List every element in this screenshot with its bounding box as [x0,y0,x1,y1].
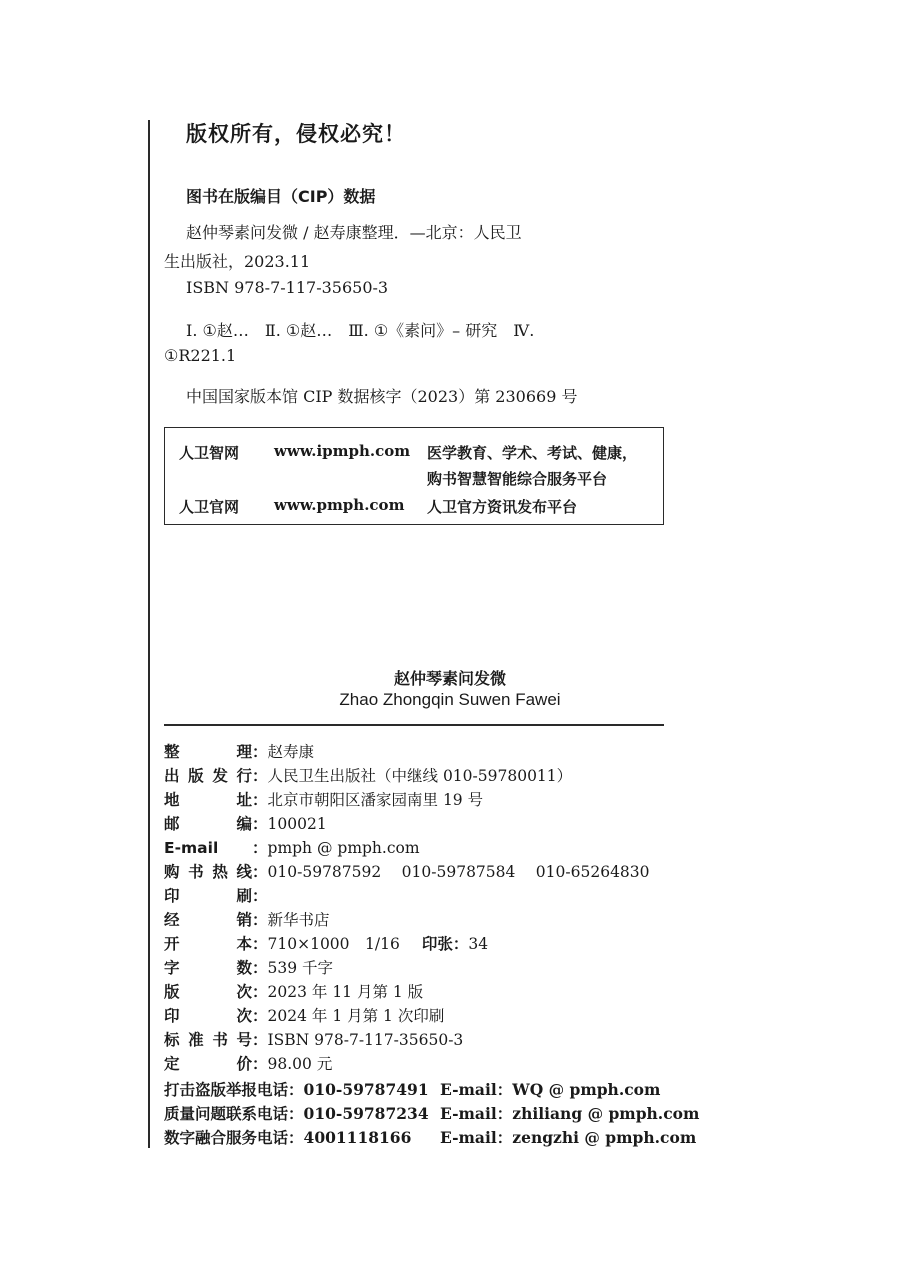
detail-row: 地址：北京市朝阳区潘家园南里 19 号 [164,788,483,810]
detail-value: ISBN 978-7-117-35650-3 [267,1031,464,1049]
margin-rule [148,120,150,1148]
detail-label: 购书热线 [164,863,252,881]
detail-extra-label: 印张 [421,935,453,953]
contact-phone: 010-59787234 [303,1104,429,1123]
detail-row: 印次：2024 年 1 月第 1 次印刷 [164,1004,444,1026]
detail-row: 标准书号：ISBN 978-7-117-35650-3 [164,1028,463,1050]
detail-value: pmph @ pmph.com [267,839,420,857]
cip-line: Ⅰ. ①赵… Ⅱ. ①赵… Ⅲ. ①《素问》– 研究 Ⅳ. [186,321,535,340]
website-name: 人卫官网 [179,498,240,516]
detail-row: 经销：新华书店 [164,908,330,930]
contact-row: 数字融合服务电话：4001118166 E-mail：zengzhi @ pmph.com [164,1128,697,1147]
detail-label: 版次 [164,983,252,1001]
website-description: 购书智慧智能综合服务平台 [427,470,608,488]
book-title-pinyin: Zhao Zhongqin Suwen Fawei [339,690,561,709]
websites-box [164,427,664,525]
detail-label: 字数 [164,959,252,977]
book-title: 赵仲琴素问发微 [393,669,506,688]
website-url[interactable]: www.ipmph.com [274,442,411,460]
detail-label: 开本 [164,935,252,953]
detail-label: 整理 [164,743,252,761]
contact-email[interactable]: zengzhi @ pmph.com [512,1128,697,1147]
detail-row: 出版发行：人民卫生出版社（中继线 010-59780011） [164,764,572,786]
contact-phone: 010-59787491 [303,1080,429,1099]
detail-value: 2024 年 1 月第 1 次印刷 [267,1007,445,1025]
email-label: E-mail [440,1104,497,1123]
email-label: E-mail [440,1128,497,1147]
detail-label: E-mail [164,839,219,857]
cip-title: 图书在版编目（CIP）数据 [186,187,376,206]
detail-row: 整理：赵寿康 [164,740,314,762]
detail-label: 经销 [164,911,252,929]
contact-row: 打击盗版举报电话：010-59787491 E-mail：WQ @ pmph.com [164,1080,661,1099]
cip-line: ISBN 978-7-117-35650-3 [186,278,389,297]
detail-value: 北京市朝阳区潘家园南里 19 号 [267,791,484,809]
website-description: 医学教育、学术、考试、健康， [427,444,638,462]
detail-label: 地址 [164,791,252,809]
detail-label: 标准书号 [164,1031,252,1049]
detail-value: 人民卫生出版社（中继线 010-59780011） [267,767,573,785]
divider [164,724,664,726]
contact-email-group: E-mail：zhiliang @ pmph.com [440,1104,700,1123]
detail-row: 版次：2023 年 11 月第 1 版 [164,980,423,1002]
detail-row: 印刷： [164,884,268,906]
copyright-notice: 版权所有，侵权必究！ [186,122,406,146]
detail-extra-value: 34 [468,935,489,953]
detail-value: 2023 年 11 月第 1 版 [267,983,424,1001]
detail-row: 字数：539 千字 [164,956,333,978]
website-description: 人卫官方资讯发布平台 [427,498,578,516]
contact-row: 质量问题联系电话：010-59787234 E-mail：zhiliang @ pmph.com [164,1104,700,1123]
detail-label: 印刷 [164,887,252,905]
email-label: E-mail [440,1080,497,1099]
contact-label: 打击盗版举报电话 [164,1081,289,1099]
contact-email-group: E-mail：WQ @ pmph.com [440,1080,661,1099]
detail-value: 100021 [267,815,327,833]
website-name: 人卫智网 [179,444,240,462]
contact-phone: 4001118166 [303,1128,412,1147]
detail-value: 赵寿康 [267,743,315,761]
cip-line: 中国国家版本馆 CIP 数据核字（2023）第 230669 号 [186,387,578,406]
detail-value: 539 千字 [267,959,334,977]
detail-label: 邮编 [164,815,252,833]
contact-email[interactable]: zhiliang @ pmph.com [512,1104,700,1123]
contact-email[interactable]: WQ @ pmph.com [512,1080,661,1099]
detail-label: 定价 [164,1055,252,1073]
detail-row: 开本：710×1000 1/16 印张：34 [164,932,488,954]
cip-line: 生出版社，2023.11 [164,252,311,271]
detail-row: 定价：98.00 元 [164,1052,332,1074]
detail-row: 购书热线：010-59787592 010-59787584 010-65264830 [164,860,650,882]
cip-line: ①R221.1 [164,346,237,365]
detail-value: 010-59787592 010-59787584 010-65264830 [267,863,650,881]
cip-line: 赵仲琴素问发微 / 赵寿康整理．—北京：人民卫 [186,223,522,242]
detail-label: 出版发行 [164,767,252,785]
detail-row: E-mail ：pmph @ pmph.com [164,839,420,857]
website-url[interactable]: www.pmph.com [274,496,405,514]
detail-label: 印次 [164,1007,252,1025]
detail-value: 98.00 元 [267,1055,333,1073]
contact-label: 数字融合服务电话 [164,1129,289,1147]
detail-row: 邮编：100021 [164,812,327,834]
detail-value: 新华书店 [267,911,330,929]
detail-value: 710×1000 1/16 [267,935,400,953]
contact-email-group: E-mail：zengzhi @ pmph.com [440,1128,697,1147]
contact-label: 质量问题联系电话 [164,1105,289,1123]
